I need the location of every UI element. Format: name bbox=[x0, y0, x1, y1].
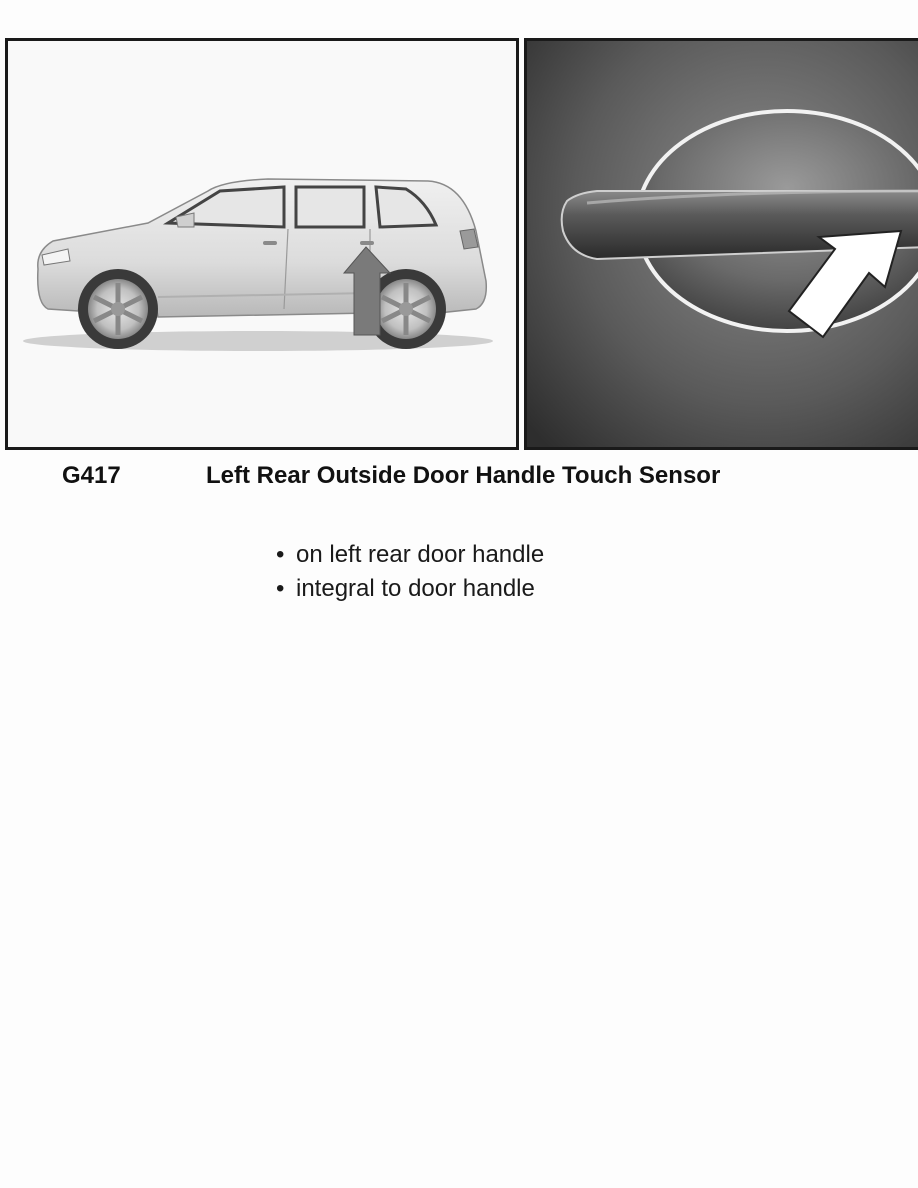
front-door-handle bbox=[263, 241, 277, 245]
front-wheel bbox=[78, 269, 158, 349]
list-item-text: on left rear door handle bbox=[296, 541, 545, 568]
description-list bbox=[276, 538, 544, 606]
door-handle-closeup-figure bbox=[524, 38, 918, 450]
rear-door-handle bbox=[360, 241, 374, 245]
component-code: G417 bbox=[62, 462, 121, 489]
list-item bbox=[276, 572, 544, 606]
list-item-text: integral to door handle bbox=[296, 575, 535, 602]
bullet-icon: • bbox=[276, 541, 285, 568]
list-item bbox=[276, 538, 544, 572]
vehicle-side-view-figure bbox=[5, 38, 519, 450]
vehicle-illustration bbox=[8, 41, 516, 447]
rear-window bbox=[296, 187, 364, 227]
door-handle-illustration bbox=[527, 41, 918, 450]
component-title: Left Rear Outside Door Handle Touch Sensor bbox=[206, 462, 721, 489]
bullet-icon: • bbox=[276, 575, 285, 602]
